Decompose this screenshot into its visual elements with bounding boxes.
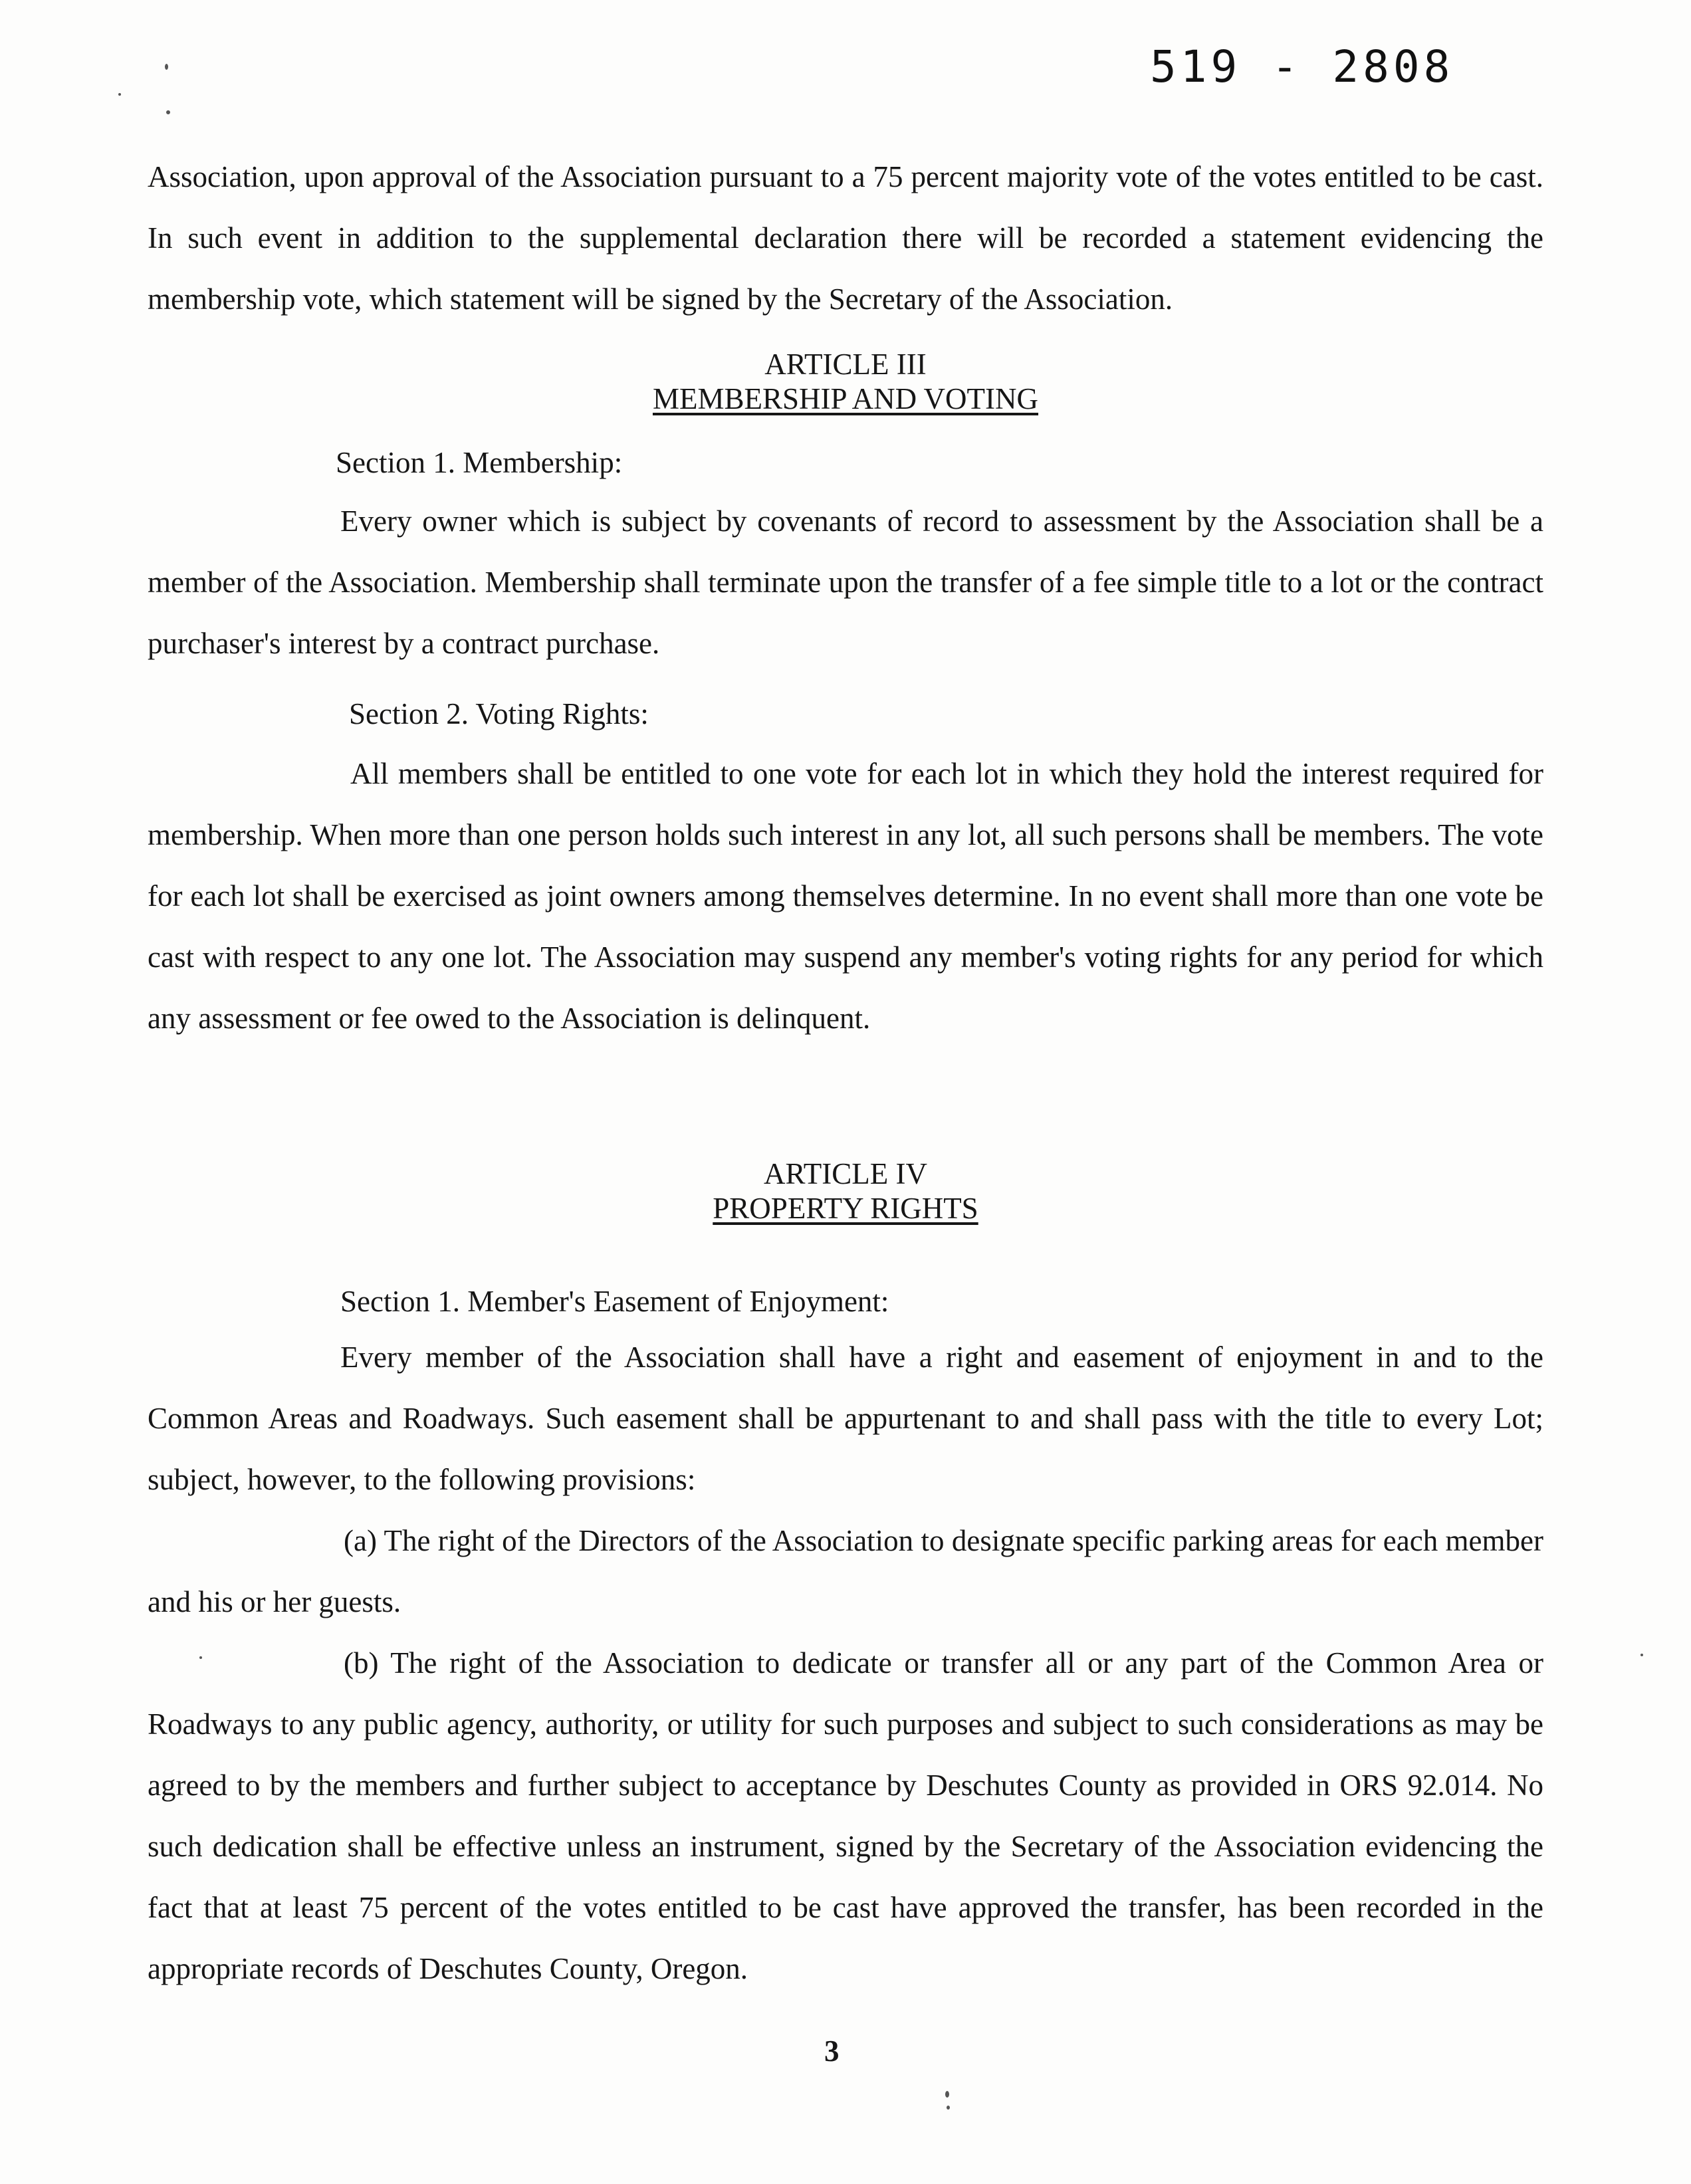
scan-speck <box>118 93 121 96</box>
article-3-section-1-heading: Section 1. Membership: <box>336 446 623 479</box>
provision-b-paragraph: (b) The right of the Association to dedicate or transfer all or any part of the Common Area or Roadways to any public agency, authority, or utility for such purposes and subject to such considerations as may be agreed to by the members and further subject to acceptance by Deschutes County as provided in ORS 92.014. No such dedication shall be effective unless an instrument, signed by the Secretary of the Association evidencing the fact that at least 75 percent of the votes entitled to be cast have approved the transfer, has been recorded in the appropriate records of Deschutes County, Oregon. <box>148 1646 1543 1985</box>
article-3-section-2-heading: Section 2. Voting Rights: <box>349 697 649 730</box>
article-4-title: ARTICLE IV <box>763 1157 927 1190</box>
provision-a-paragraph: (a) The right of the Directors of the Association to designate specific parking areas for each member and his or her guests. <box>148 1524 1543 1618</box>
easement-paragraph: Every member of the Association shall have a right and easement of enjoyment in and to the Common Areas and Roadways. Such easement shall be appurtenant to and shall pass with the title to every Lot; subject, however, to the following provisions: <box>148 1341 1543 1496</box>
article-4-heading <box>148 1156 1543 1226</box>
article-3-subtitle: MEMBERSHIP AND VOTING <box>652 382 1039 415</box>
scan-speck <box>1640 1654 1643 1656</box>
scan-speck <box>945 2091 949 2098</box>
scan-speck <box>199 1656 202 1659</box>
article-4-subtitle: PROPERTY RIGHTS <box>713 1192 978 1225</box>
scan-speck <box>947 2106 950 2110</box>
scan-speck <box>165 64 168 70</box>
intro-paragraph: Association, upon approval of the Association pursuant to a 75 percent majority vote of the votes entitled to be cast. In such event in addition to the supplemental declaration there will be recorded a statement evidencing the membership vote, which statement will be signed by the Secretary of the Association. <box>148 160 1543 316</box>
scan-speck <box>166 110 170 114</box>
article-3-heading <box>148 347 1543 416</box>
membership-paragraph: Every owner which is subject by covenants of record to assessment by the Association shall be a member of the Association. Membership shall terminate upon the transfer of a fee simple title to a lot or the contract purchaser's interest by a contract purchase. <box>148 504 1543 660</box>
recording-number: 519 - 2808 <box>1150 41 1454 92</box>
article-4-section-1-heading: Section 1. Member's Easement of Enjoyment: <box>340 1285 889 1318</box>
article-3-title: ARTICLE III <box>764 348 927 381</box>
page-number: 3 <box>824 2034 840 2068</box>
voting-rights-paragraph: All members shall be entitled to one vote for each lot in which they hold the interest required for membership. When more than one person holds such interest in any lot, all such persons shall be members. The vote for each lot shall be exercised as joint owners among themselves determine. In no event shall more than one vote be cast with respect to any one lot. The Association may suspend any member's voting rights for any period for which any assessment or fee owed to the Association is delinquent. <box>148 757 1543 1035</box>
